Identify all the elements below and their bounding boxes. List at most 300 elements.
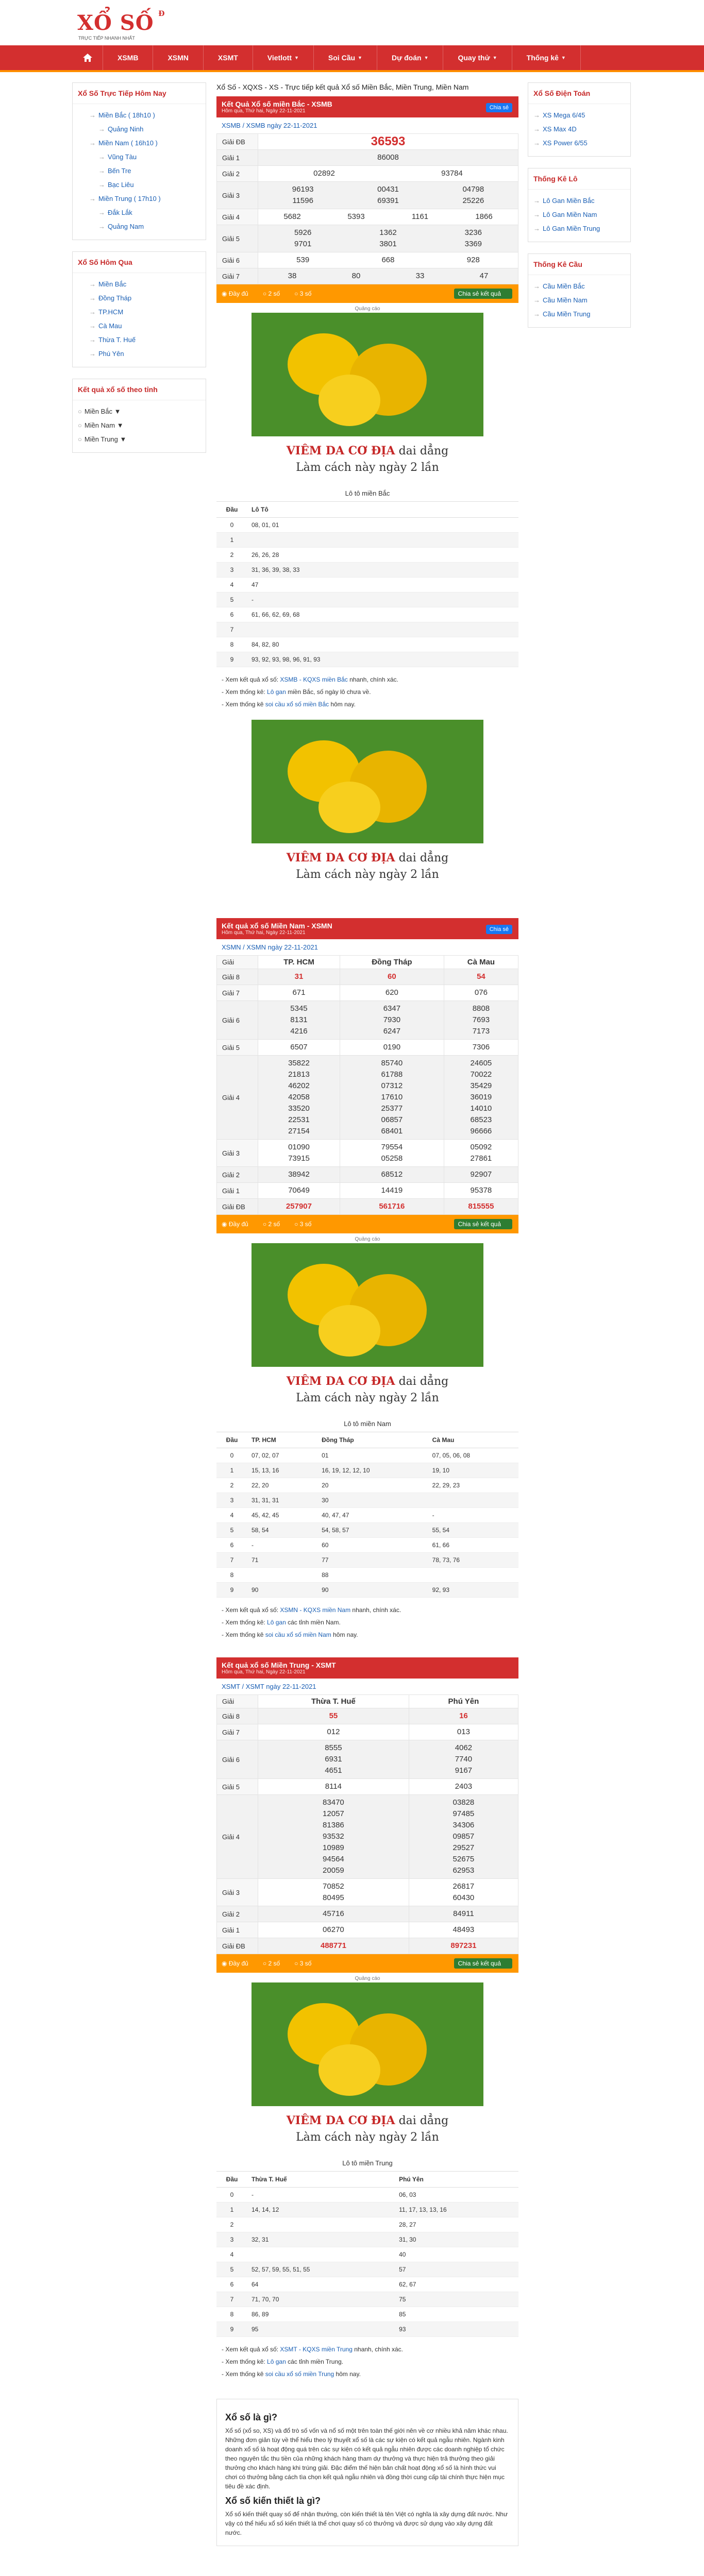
facebook-share-button[interactable]	[486, 925, 512, 934]
opt-full[interactable]: ◉ Đầy đủ	[222, 290, 248, 297]
note-link[interactable]: soi cầu xổ số miền Bắc	[265, 701, 329, 708]
prize-number: 83470	[323, 1798, 344, 1807]
prize-values	[258, 252, 518, 268]
share-result-button[interactable]	[454, 289, 512, 299]
prize-values	[258, 1938, 409, 1954]
xsmn-notes	[216, 1598, 518, 1647]
prize-name: Giải ĐB	[217, 1938, 258, 1954]
prize-number: 35822	[288, 1059, 310, 1067]
nav-thongke[interactable]	[512, 45, 581, 70]
note-link[interactable]: Lô gan	[267, 2358, 286, 2365]
loto-header: Phú Yên	[395, 2172, 518, 2188]
share-label: Chia sẻ kết quả	[458, 290, 501, 297]
prize-number: 25226	[462, 196, 484, 205]
loto-row	[216, 1523, 518, 1538]
top-header	[0, 0, 704, 45]
sidebar-link[interactable]	[533, 293, 625, 307]
ad-line1: VIÊM DA CƠ ĐỊA	[286, 2114, 395, 2127]
sidebar-link-label[interactable]: XS Max 4D	[543, 125, 577, 133]
prize-number: 8808	[472, 1004, 490, 1013]
result-row	[217, 166, 518, 182]
prize-number: 02892	[313, 169, 335, 178]
loto-cell: 8	[216, 1568, 247, 1583]
region-label: Miền Nam ▼	[84, 421, 124, 429]
loto-cell: 1	[216, 1463, 247, 1478]
opt-label: 2 số	[268, 1960, 280, 1967]
prize-name: Giải 5	[217, 225, 258, 252]
box-title: Xổ Số Trực Tiếp Hôm Nay	[73, 83, 206, 104]
sidebar-link-label[interactable]: Thừa T. Huế	[98, 336, 136, 344]
nav-xsmb[interactable]	[103, 45, 153, 70]
result-row	[217, 1167, 518, 1183]
opt-2digit[interactable]: ○ 2 số	[262, 1960, 280, 1967]
prize-values	[258, 1199, 340, 1215]
sidebar-link[interactable]	[78, 347, 200, 361]
note-link[interactable]: XSMT - KQXS miền Trung	[280, 2346, 353, 2353]
prize-number: 8555	[325, 1743, 342, 1752]
prize-number: 01090	[288, 1143, 310, 1151]
prize-number: 11596	[292, 196, 313, 205]
loto-cell: 71	[247, 1553, 317, 1568]
loto-cell: 61, 66	[428, 1538, 518, 1553]
advertisement[interactable]	[252, 1233, 483, 1411]
loto-header-row	[216, 1432, 518, 1448]
opt-2digit[interactable]: ○ 2 số	[262, 290, 280, 297]
loto-cell: 85	[395, 2307, 518, 2322]
opt-3digit[interactable]: ○ 3 số	[294, 1960, 312, 1967]
prize-number: 68523	[470, 1115, 492, 1124]
region-dropdown[interactable]	[78, 404, 200, 418]
loto-cell: 32, 31	[247, 2232, 395, 2247]
prize-number: 671	[292, 988, 306, 997]
loto-cell: -	[247, 1538, 317, 1553]
arrow-icon: →	[533, 225, 540, 232]
caret-down-icon: ▼	[358, 55, 362, 60]
sidebar-link[interactable]	[78, 319, 200, 333]
radio-icon: ○	[78, 435, 82, 443]
loto-cell: 14, 14, 12	[247, 2202, 395, 2217]
prize-number: 8114	[325, 1782, 342, 1791]
loto-cell: 4	[216, 578, 247, 592]
sidebar-link-label[interactable]: Bến Tre	[108, 167, 131, 175]
loto-cell: 7	[216, 622, 247, 637]
ad-line1b: dai dẳng	[395, 852, 449, 865]
arrow-icon: →	[98, 153, 105, 161]
prize-number: 25377	[381, 1104, 403, 1113]
sidebar-link-label[interactable]: XS Power 6/55	[543, 139, 588, 147]
prize-values	[340, 969, 444, 985]
main-content	[216, 82, 518, 2546]
loto-cell: 0	[216, 518, 247, 533]
opt-label: 3 số	[299, 290, 312, 297]
loto-cell: 5	[216, 592, 247, 607]
prize-values	[258, 150, 518, 166]
result-title: Kết Quả Xổ số miền Bắc - XSMB	[222, 100, 332, 108]
sidebar-link[interactable]	[533, 307, 625, 321]
loto-row	[216, 563, 518, 578]
nav-dudoan[interactable]	[377, 45, 444, 70]
result-row	[217, 1779, 518, 1795]
sidebar-link[interactable]	[533, 279, 625, 293]
sidebar-link[interactable]	[533, 222, 625, 235]
loto-cell: 3	[216, 2232, 247, 2247]
loto-header: Đồng Tháp	[317, 1432, 428, 1448]
share-label: Chia sẻ kết quả	[458, 1960, 501, 1967]
loto-cell: 54, 58, 57	[317, 1523, 428, 1538]
prize-number: 52675	[452, 1855, 475, 1863]
advertisement[interactable]	[252, 717, 483, 887]
loto-row	[216, 2322, 518, 2337]
sidebar-link-label[interactable]: Cầu Miền Trung	[543, 310, 591, 318]
arrow-icon: →	[89, 195, 96, 202]
province-header: TP. HCM	[258, 956, 340, 969]
region-dropdown[interactable]	[78, 432, 200, 446]
note-link[interactable]: Lô gan	[267, 688, 286, 696]
note-text: nhanh, chính xác.	[347, 676, 398, 683]
prize-number: 29527	[452, 1843, 475, 1852]
nav-xsmt[interactable]	[204, 45, 253, 70]
loto-cell: 07, 02, 07	[247, 1448, 317, 1463]
loto-cell: 71, 70, 70	[247, 2292, 395, 2307]
prize-number: 22531	[288, 1115, 310, 1124]
prize-number: 45716	[323, 1909, 344, 1918]
prize-name: Giải 2	[217, 1167, 258, 1183]
prize-number: 31	[294, 972, 304, 981]
prize-number: 68401	[381, 1127, 403, 1136]
arrow-icon: →	[98, 125, 105, 133]
sidebar-link[interactable]	[533, 108, 625, 122]
prize-number: 92907	[470, 1170, 492, 1179]
sidebar-link-label[interactable]: Miền Trung ( 17h10 )	[98, 195, 161, 202]
dientoan-list	[528, 104, 630, 156]
opt-label: Đầy đủ	[228, 290, 248, 297]
loto-cell: 7	[216, 2292, 247, 2307]
prize-number: 14010	[470, 1104, 492, 1113]
date-link-text[interactable]: XSMN / XSMN ngày 22-11-2021	[222, 943, 318, 951]
loto-row	[216, 1538, 518, 1553]
prize-number: 1161	[411, 212, 429, 221]
sidebar-link-label[interactable]: Cầu Miền Bắc	[543, 282, 585, 290]
prize-number: 24605	[470, 1059, 492, 1067]
nav-vietlott[interactable]	[253, 45, 314, 70]
prize-number: 05258	[381, 1154, 403, 1163]
article-paragraph: Xổ số (xổ so, XS) và đổ trò số vốn và nổ số một trên toàn thế giới nên về cơ nhiều khả năm khác nhau. Những đơn giản tùy về thể hiểu theo lý thuyết xổ số là các sự kiện có kết quả ngẫu nhiên. Ngành kinh doanh xổ số là hoạt động quá trên các sự kiện có kết quả ngẫu nhiên được các doanh nghiệp tổ chức theo nguyên tắc thu tiền của những khách hàng tham dự thưởng và thực hiện trả thưởng theo giải thưởng cho khách hàng khi trúng giải. Đặc điểm thế hiện bản chất hoạt động xổ số là hình thức vui chơi có thưởng bằng cách tìa chọn kết quả ngẫu nhiên và đồng thời cung cấp tài chính thực hiện mục tiêu đề xác định.	[225, 2427, 508, 2490]
loto-row	[216, 2202, 518, 2217]
note-link[interactable]: soi cầu xổ số miền Nam	[265, 1631, 331, 1638]
home-button[interactable]	[72, 45, 103, 70]
display-options-bar	[216, 1215, 518, 1233]
prize-number: 80	[351, 272, 361, 280]
loto-header-row	[216, 2172, 518, 2188]
loto-cell: 2	[216, 548, 247, 563]
arrow-icon: →	[533, 282, 540, 290]
region-dropdown[interactable]	[78, 418, 200, 432]
opt-full[interactable]: ◉ Đầy đủ	[222, 1960, 248, 1967]
opt-3digit[interactable]: ○ 3 số	[294, 1221, 312, 1228]
share-result-button[interactable]	[454, 1219, 512, 1229]
loto-header: Lô Tô	[247, 502, 518, 518]
prize-name: Giải 3	[217, 1140, 258, 1167]
prize-number: 076	[474, 988, 488, 997]
sidebar-link-label[interactable]: Bạc Liêu	[108, 181, 134, 189]
prize-name: Giải 7	[217, 985, 258, 1001]
loto-cell: 07, 05, 06, 08	[428, 1448, 518, 1463]
sidebar-link[interactable]	[78, 291, 200, 305]
note-text: - Xem thống kê	[222, 1631, 265, 1638]
prize-number: 38	[288, 272, 297, 280]
prize-number: 9701	[294, 240, 312, 248]
prize-number: 5393	[347, 212, 365, 221]
date-link-text[interactable]: XSMB / XSMB ngày 22-11-2021	[222, 122, 317, 129]
date-link[interactable]	[216, 117, 518, 133]
note-text: - Xem thống kê	[222, 701, 265, 708]
loto-row	[216, 1463, 518, 1478]
sidebar-link[interactable]	[78, 164, 200, 178]
note-link[interactable]: XSMB - KQXS miền Bắc	[280, 676, 348, 683]
loto-row	[216, 2307, 518, 2322]
xsmn-section	[216, 918, 518, 1647]
sidebar-link-label[interactable]: XS Mega 6/45	[543, 111, 585, 119]
radio-icon: ○	[78, 408, 82, 415]
sidebar-link-label[interactable]: Cầu Miền Nam	[543, 296, 588, 304]
loto-row	[216, 1478, 518, 1493]
prize-number: 26817	[452, 1882, 475, 1891]
site-logo[interactable]	[77, 9, 165, 41]
prize-name: Giải 7	[217, 1724, 258, 1740]
breadcrumb: Xổ Số - XQXS - XS - Trực tiếp kết quả Xổ số Miền Bắc, Miền Trung, Miền Nam	[216, 83, 469, 91]
fb-label: Chia sẻ	[489, 105, 509, 111]
loto-cell: 1	[216, 2202, 247, 2217]
note-link[interactable]: Lô gan	[267, 1619, 286, 1626]
loto-row	[216, 578, 518, 592]
loto-cell: 20	[317, 1478, 428, 1493]
loto-cell: 19, 10	[428, 1463, 518, 1478]
ad-line1: VIÊM DA CƠ ĐỊA	[286, 444, 395, 457]
ad-image	[252, 720, 483, 843]
loto-row	[216, 518, 518, 533]
prize-number: 85740	[381, 1059, 403, 1067]
xsmt-notes	[216, 2337, 518, 2386]
sidebar-link-label[interactable]: Lô Gan Miền Trung	[543, 225, 600, 232]
sidebar-link[interactable]	[78, 206, 200, 219]
loto-cell	[247, 533, 518, 548]
prize-number: 815555	[468, 1202, 494, 1211]
sidebar-link[interactable]	[533, 136, 625, 150]
ad-line2: Làm cách này ngày 2 lần	[296, 2131, 439, 2144]
sidebar-link-label[interactable]: Quảng Nam	[108, 223, 144, 230]
loto-row	[216, 548, 518, 563]
nav-xsmn[interactable]	[153, 45, 203, 70]
sidebar-link-label[interactable]: Quảng Ninh	[108, 125, 144, 133]
sidebar-link-label[interactable]: Miền Bắc	[98, 280, 127, 288]
date-link[interactable]	[216, 1679, 518, 1694]
sidebar-link[interactable]	[78, 219, 200, 233]
sidebar-link[interactable]	[78, 277, 200, 291]
nav-soicau[interactable]	[314, 45, 377, 70]
sidebar-link[interactable]	[78, 333, 200, 347]
prize-values	[258, 1167, 340, 1183]
prize-values	[258, 225, 518, 252]
left-sidebar	[72, 82, 206, 464]
sidebar-link-label[interactable]: Cà Mau	[98, 322, 122, 330]
result-date: Hôm qua, Thứ hai, Ngày 22-11-2021	[222, 930, 306, 936]
result-title: Kết quả xổ số Miền Nam - XSMN	[222, 922, 332, 930]
sidebar-link[interactable]	[78, 192, 200, 206]
arrow-icon: →	[533, 125, 540, 133]
result-row	[217, 1938, 518, 1954]
sidebar-link-label[interactable]: Lô Gan Miền Bắc	[543, 197, 595, 205]
share-result-button[interactable]	[454, 1958, 512, 1969]
note-link[interactable]: XSMN - KQXS miền Nam	[280, 1606, 351, 1614]
sidebar-link[interactable]	[78, 122, 200, 136]
prize-number: 5345	[290, 1004, 308, 1013]
prize-name: Giải 5	[217, 1040, 258, 1056]
loto-cell: 22, 20	[247, 1478, 317, 1493]
note-line	[222, 698, 513, 710]
opt-full[interactable]: ◉ Đầy đủ	[222, 1221, 248, 1228]
sidebar-link[interactable]	[78, 136, 200, 150]
opt-label: 3 số	[299, 1221, 312, 1228]
prize-number: 55	[329, 1711, 338, 1720]
opt-label: 2 số	[268, 1221, 280, 1228]
prize-number: 36019	[470, 1093, 492, 1101]
loto-cell	[247, 2217, 395, 2232]
prize-number: 257907	[286, 1202, 312, 1211]
prize-number: 928	[466, 256, 480, 264]
facebook-share-button[interactable]	[486, 103, 512, 112]
loto-row	[216, 2232, 518, 2247]
soicau-list	[528, 275, 630, 327]
loto-cell: 92, 93	[428, 1583, 518, 1598]
sidebar-link[interactable]	[533, 208, 625, 222]
prize-number: 79554	[381, 1143, 403, 1151]
opt-2digit[interactable]: ○ 2 số	[262, 1221, 280, 1228]
dientoan-box	[528, 82, 631, 157]
prize-values	[258, 1922, 409, 1938]
sidebar-link[interactable]	[533, 122, 625, 136]
sidebar-link-label[interactable]: TP.HCM	[98, 308, 124, 316]
radio-icon: ○	[78, 421, 82, 429]
sidebar-link[interactable]	[78, 108, 200, 122]
arrow-icon: →	[89, 280, 96, 288]
xsmb-result-table	[216, 133, 518, 284]
prize-number: 6507	[290, 1043, 308, 1052]
prize-values	[258, 969, 340, 985]
prize-number: 84911	[453, 1909, 474, 1918]
prize-number: 61788	[381, 1070, 403, 1079]
result-row	[217, 1724, 518, 1740]
loto-cell: 0	[216, 2188, 247, 2202]
prize-name: Giải 2	[217, 166, 258, 182]
arrow-icon: →	[533, 310, 540, 318]
result-row	[217, 1183, 518, 1199]
xsmn-result-table	[216, 955, 518, 1215]
loto-row	[216, 2188, 518, 2202]
prize-number: 69391	[377, 196, 399, 205]
result-row	[217, 252, 518, 268]
prize-number: 70852	[323, 1882, 344, 1891]
xsmt-section	[216, 1657, 518, 2386]
prize-values	[444, 1040, 518, 1056]
note-text: - Xem thống kê:	[222, 688, 267, 696]
sidebar-link-label[interactable]: Lô Gan Miền Nam	[543, 211, 597, 218]
advertisement[interactable]	[252, 1973, 483, 2150]
prize-number: 012	[327, 1727, 340, 1736]
sidebar-link-label[interactable]: Đồng Tháp	[98, 294, 132, 302]
result-row	[217, 268, 518, 284]
loto-cell: 60	[317, 1538, 428, 1553]
loto-cell	[247, 2247, 395, 2262]
nav-label: XSMT	[217, 54, 238, 62]
loto-cell: 9	[216, 652, 247, 667]
result-title: Kết quả xổ số Miền Trung - XSMT	[222, 1661, 336, 1669]
opt-3digit[interactable]: ○ 3 số	[294, 290, 312, 297]
arrow-icon: →	[533, 111, 540, 119]
prize-values	[258, 134, 518, 150]
sidebar-link[interactable]	[533, 194, 625, 208]
nav-quaythu[interactable]	[443, 45, 512, 70]
date-link[interactable]	[216, 939, 518, 955]
note-text: - Xem kết quả xổ số:	[222, 1606, 280, 1614]
live-today-box	[72, 82, 206, 240]
sidebar-link[interactable]	[78, 150, 200, 164]
prize-values	[258, 209, 518, 225]
prize-number: 06270	[323, 1925, 344, 1934]
prize-name: Giải 4	[217, 1795, 258, 1879]
ad-label: Quảng cáo	[355, 1976, 380, 1981]
note-link[interactable]: soi cầu xổ số miền Trung	[265, 2370, 334, 2378]
loto-row	[216, 622, 518, 637]
sidebar-link-label[interactable]: Miền Bắc ( 18h10 )	[98, 111, 155, 119]
result-row	[217, 1740, 518, 1779]
prize-values	[340, 1167, 444, 1183]
sidebar-link[interactable]	[78, 178, 200, 192]
sidebar-link[interactable]	[78, 305, 200, 319]
note-line	[222, 2368, 513, 2380]
advertisement[interactable]	[252, 303, 483, 480]
prize-number: 14419	[381, 1186, 403, 1195]
prize-name: Giải 3	[217, 182, 258, 209]
region-list	[73, 400, 206, 452]
sidebar-link-label[interactable]: Đắk Lắk	[108, 209, 132, 216]
date-link-text[interactable]: XSMT / XSMT ngày 22-11-2021	[222, 1683, 316, 1690]
sidebar-link-label[interactable]: Miền Nam ( 16h10 )	[98, 139, 158, 147]
logo-sup: Đ	[158, 9, 165, 18]
prize-name: Giải 1	[217, 1183, 258, 1199]
result-row	[217, 1879, 518, 1906]
loto-cell: 28, 27	[395, 2217, 518, 2232]
prize-number: 10989	[323, 1843, 344, 1852]
prize-number: 46202	[288, 1081, 310, 1090]
prize-name: Giải 1	[217, 150, 258, 166]
loto-cell: 8	[216, 2307, 247, 2322]
prize-number: 7306	[472, 1043, 490, 1052]
sidebar-link-label[interactable]: Phú Yên	[98, 350, 124, 358]
prize-number: 4651	[325, 1766, 342, 1775]
result-date: Hôm qua, Thứ hai, Ngày 22-11-2021	[222, 108, 306, 114]
loto-cell: 31, 30	[395, 2232, 518, 2247]
loto-title: Lô tô miền Trung	[342, 2159, 393, 2167]
loto-cell: 6	[216, 2277, 247, 2292]
xsmn-loto-table	[216, 1432, 518, 1598]
sidebar-link-label[interactable]: Vũng Tàu	[108, 153, 137, 161]
loto-cell: 64	[247, 2277, 395, 2292]
opt-label: Đầy đủ	[228, 1221, 248, 1228]
xsmb-notes	[216, 667, 518, 717]
xsmb-section	[216, 96, 518, 887]
loto-cell: 90	[317, 1583, 428, 1598]
xsmb-loto-table	[216, 501, 518, 667]
